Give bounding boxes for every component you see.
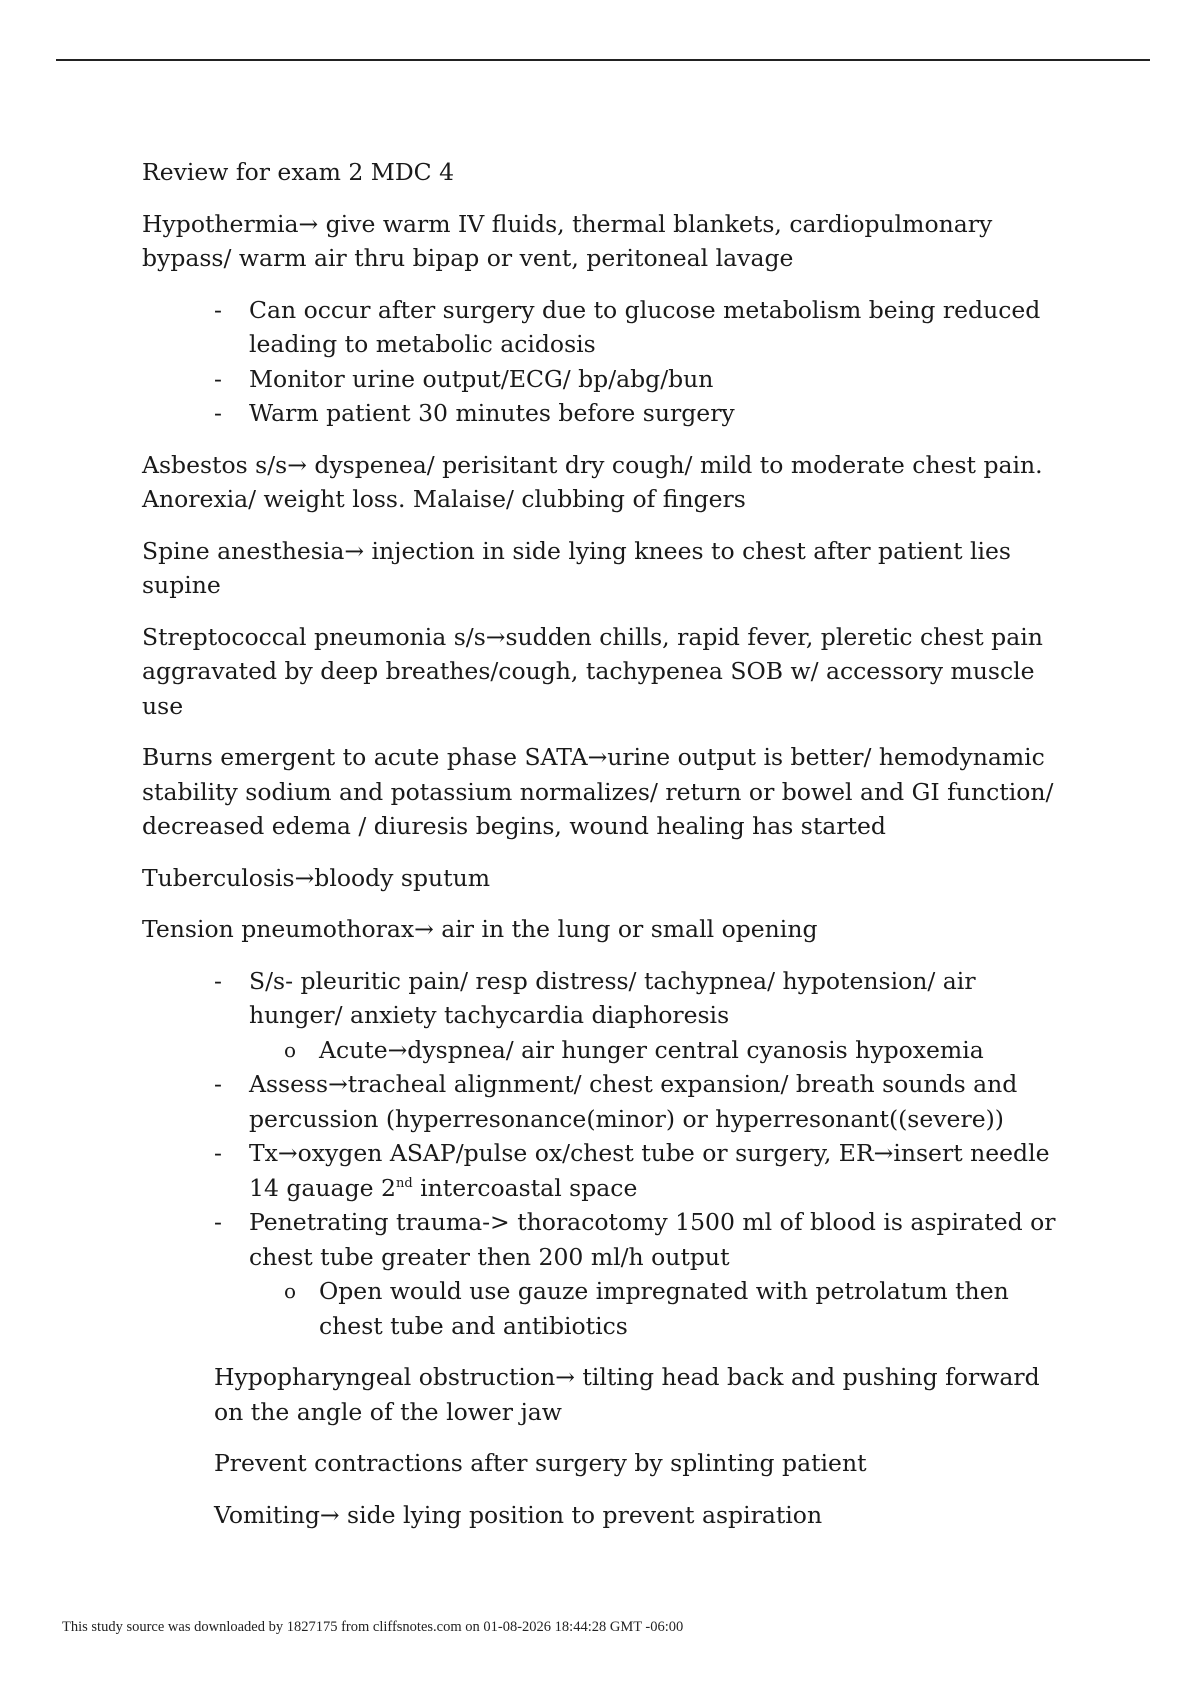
list-item: - Warm patient 30 minutes before surgery bbox=[142, 396, 1072, 431]
dash-bullet: - bbox=[214, 1208, 222, 1236]
dash-bullet: - bbox=[214, 966, 222, 995]
list-item: - Assess→tracheal alignment/ chest expansion/ breath sounds and percussion (hyperresonance(minor) or hyperresonant((severe)) bbox=[142, 1067, 1072, 1136]
header-rule bbox=[56, 59, 1150, 61]
burns-paragraph: Burns emergent to acute phase SATA→urine output is better/ hemodynamic stability sodium and potassium normalizes/ return or bowel and GI function/ decreased edema / diuresis begins, wound healing has started bbox=[142, 743, 1054, 840]
document-title: Review for exam 2 MDC 4 bbox=[142, 158, 455, 186]
superscript: nd bbox=[395, 1175, 413, 1191]
dash-bullet: - bbox=[214, 1070, 222, 1098]
dash-bullet: - bbox=[214, 399, 222, 427]
dash-bullet: - bbox=[214, 364, 222, 393]
tension-list bbox=[142, 964, 1072, 1344]
circle-bullet: o bbox=[284, 1037, 297, 1062]
spine-anesthesia-paragraph: Spine anesthesia→ injection in side lying knees to chest after patient lies supine bbox=[142, 536, 1011, 599]
sub-list-item: o Acute→dyspnea/ air hunger central cyanosis hypoxemia bbox=[142, 1033, 1072, 1068]
document-body bbox=[142, 155, 1072, 1549]
asbestos-paragraph: Asbestos s/s→ dyspenea/ perisitant dry cough/ mild to moderate chest pain. Anorexia/ weight loss. Malaise/ clubbing of fingers bbox=[142, 450, 1043, 513]
contractions-paragraph: Prevent contractions after surgery by splinting patient bbox=[214, 1449, 867, 1477]
strep-pneumonia-paragraph: Streptococcal pneumonia s/s→sudden chills, rapid fever, pleretic chest pain aggravated by deep breathes/cough, tachypenea SOB w/ accessory muscle use bbox=[142, 622, 1043, 720]
list-item: - Penetrating trauma-> thoracotomy 1500 ml of blood is aspirated or chest tube greater then 200 ml/h output bbox=[142, 1205, 1072, 1274]
sub-list-item: o Open would use gauze impregnated with petrolatum then chest tube and antibiotics bbox=[142, 1274, 1072, 1343]
list-item: - Tx→oxygen ASAP/pulse ox/chest tube or surgery, ER→insert needle 14 gauage 2nd intercoastal space bbox=[142, 1136, 1072, 1205]
circle-bullet: o bbox=[284, 1279, 297, 1303]
list-item: - Can occur after surgery due to glucose metabolism being reduced leading to metabolic acidosis bbox=[142, 293, 1072, 362]
list-item: - Monitor urine output/ECG/ bp/abg/bun bbox=[142, 362, 1072, 397]
list-item: - S/s- pleuritic pain/ resp distress/ tachypnea/ hypotension/ air hunger/ anxiety tachycardia diaphoresis bbox=[142, 964, 1072, 1033]
hypothermia-paragraph: Hypothermia→ give warm IV fluids, thermal blankets, cardiopulmonary bypass/ warm air thru bipap or vent, peritoneal lavage bbox=[142, 209, 993, 272]
vomiting-paragraph: Vomiting→ side lying position to prevent aspiration bbox=[214, 1500, 823, 1529]
tension-pneumothorax-paragraph: Tension pneumothorax→ air in the lung or small opening bbox=[142, 915, 818, 943]
download-footer: This study source was downloaded by 1827175 from cliffsnotes.com on 01-08-2026 18:44:28 GMT -06:00 bbox=[62, 1619, 684, 1635]
hypothermia-list bbox=[142, 293, 1072, 431]
tuberculosis-paragraph: Tuberculosis→bloody sputum bbox=[142, 863, 491, 892]
dash-bullet: - bbox=[214, 295, 222, 324]
dash-bullet: - bbox=[214, 1139, 222, 1167]
hypopharyngeal-paragraph: Hypopharyngeal obstruction→ tilting head back and pushing forward on the angle of the lower jaw bbox=[214, 1363, 1040, 1426]
